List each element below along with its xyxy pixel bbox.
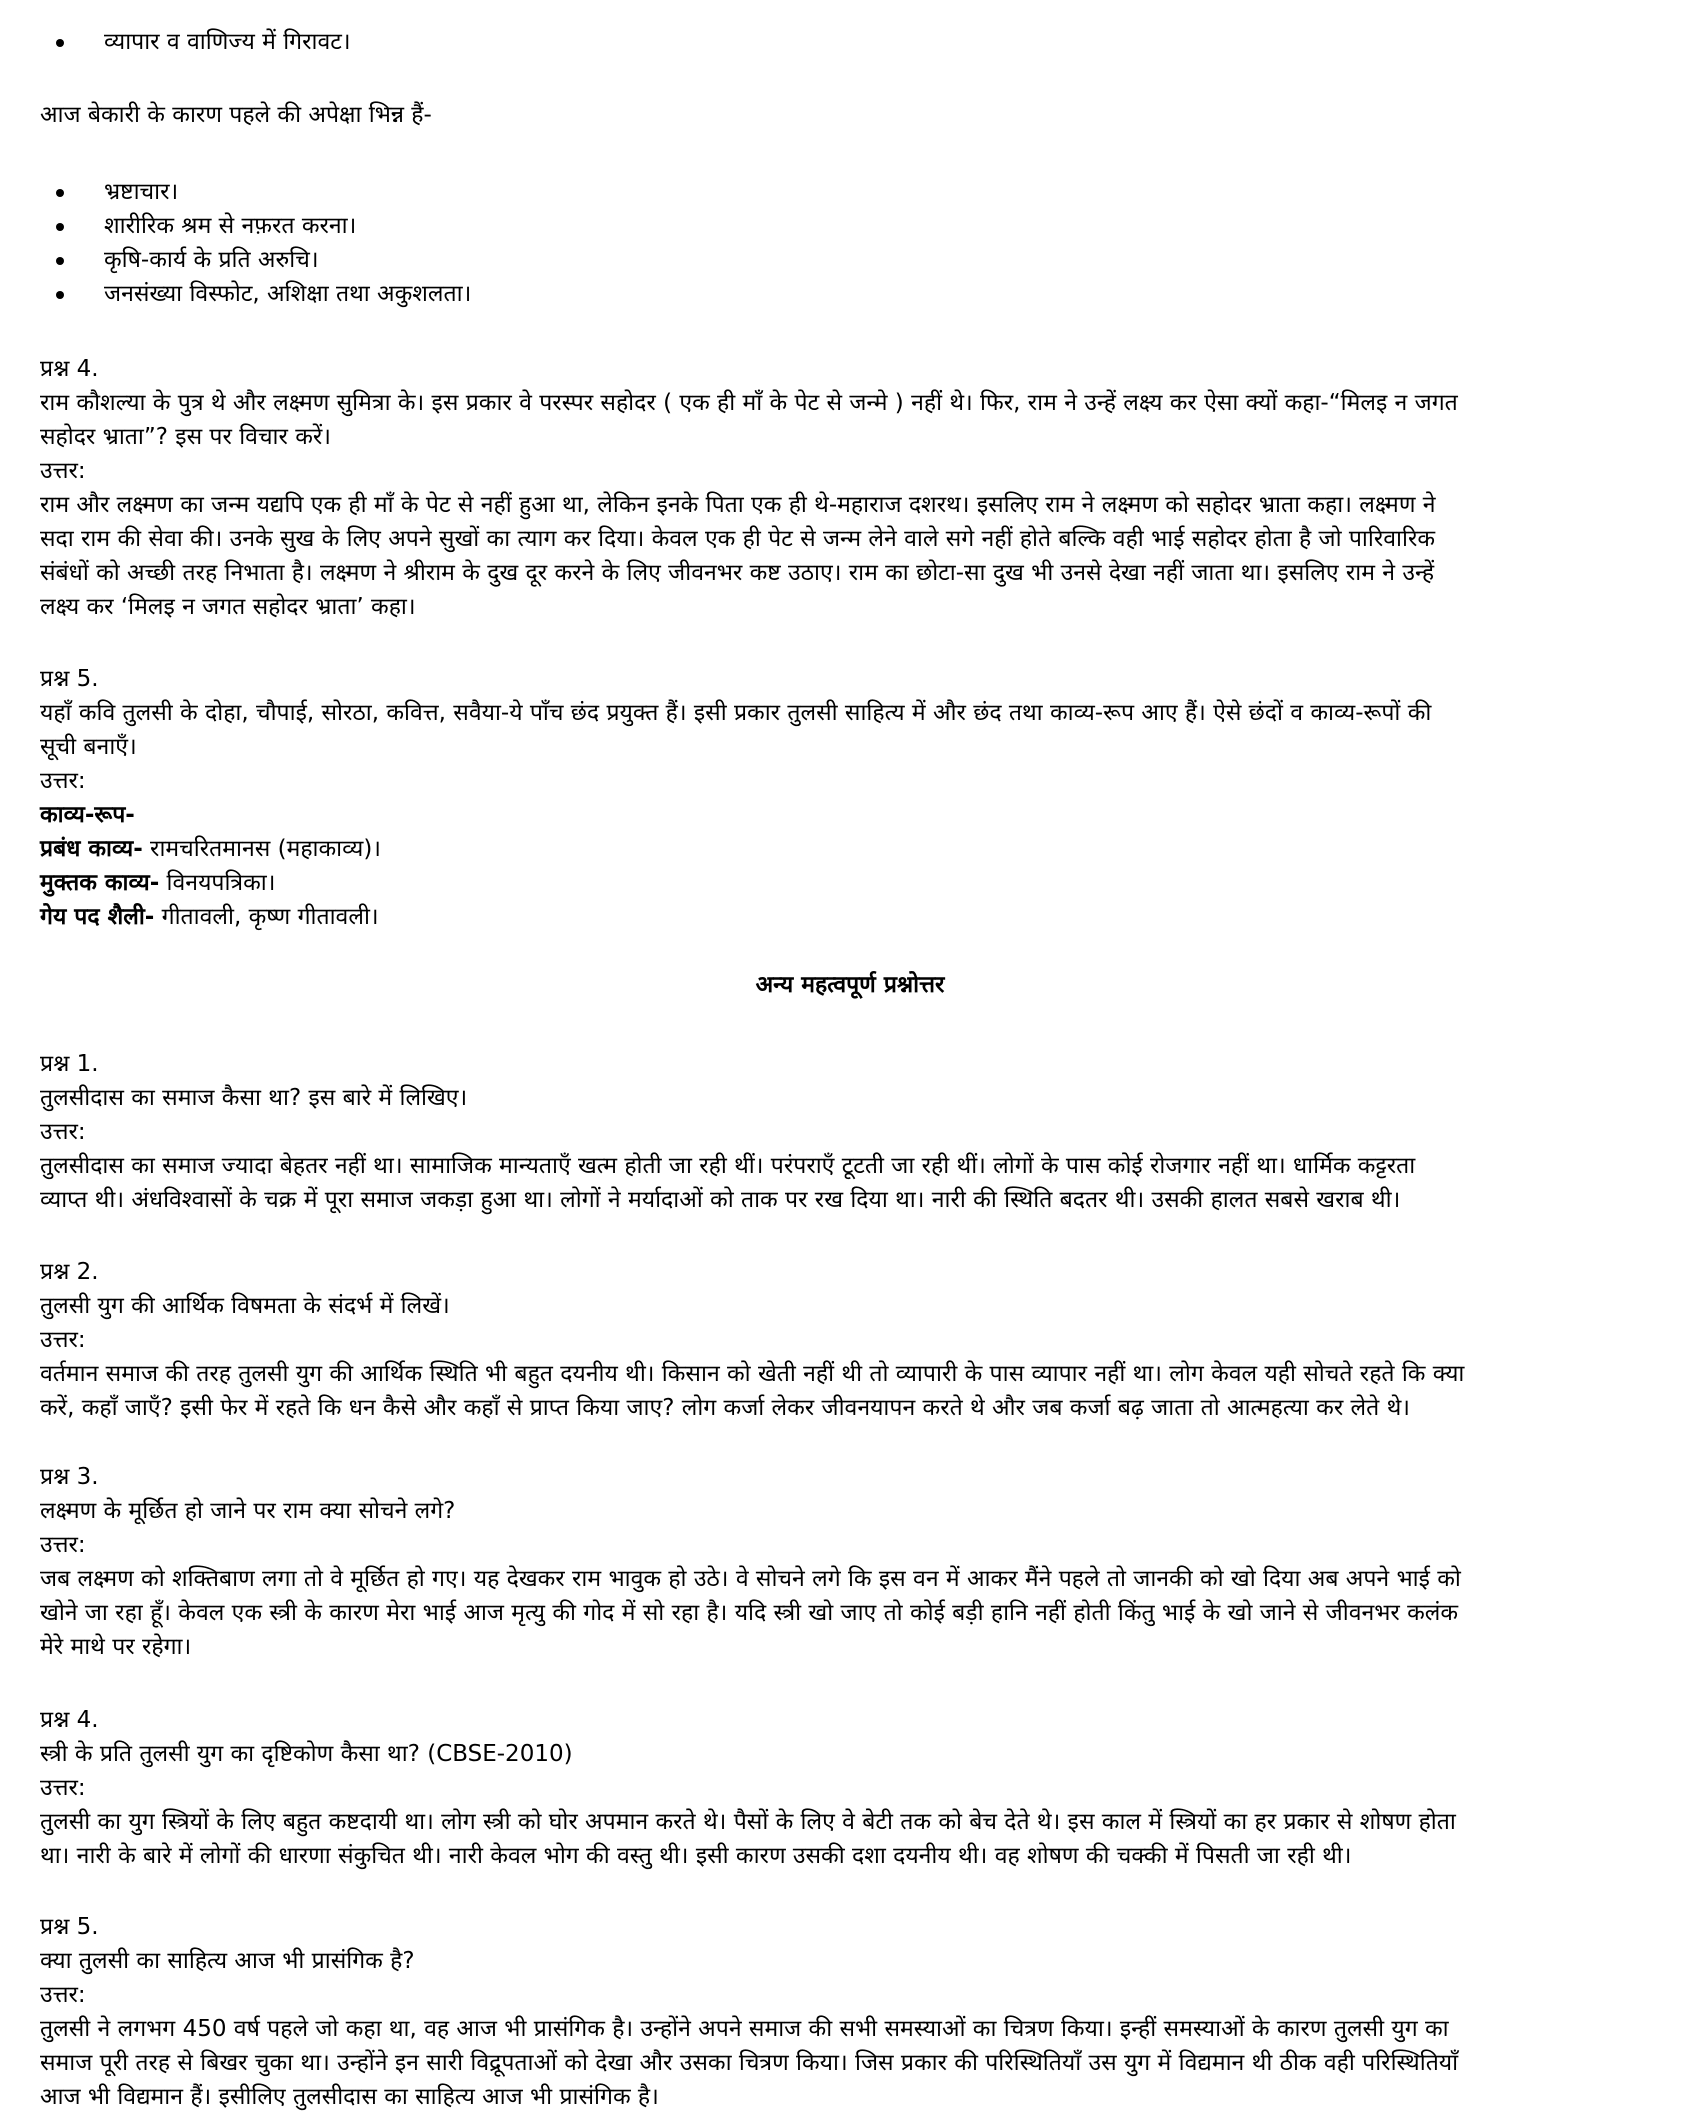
question-label: प्रश्न 2. bbox=[40, 1259, 99, 1285]
other-question-1-block bbox=[40, 1047, 1665, 1217]
answer-label: उत्तर: bbox=[40, 458, 86, 484]
intro-line: आज बेकारी के कारण पहले की अपेक्षा भिन्न हैं- bbox=[40, 102, 432, 128]
question-label: प्रश्न 5. bbox=[40, 666, 99, 692]
question-label: प्रश्न 1. bbox=[40, 1051, 99, 1077]
answer-text-line: मेरे माथे पर रहेगा। bbox=[40, 1634, 192, 1660]
answer-text-line: था। नारी के बारे में लोगों की धारणा संकुचित थी। नारी केवल भोग की वस्तु थी। इसी कारण उसकी दशा दयनीय थी। वह शोषण की चक्की में पिसती जा रही थी। bbox=[40, 1843, 1352, 1869]
answer-text-line: आज भी विद्यमान हैं। इसीलिए तुलसीदास का साहित्य आज भी प्रासंगिक है। bbox=[40, 2084, 659, 2110]
list-item: व्यापार व वाणिज्य में गिरावट। bbox=[40, 25, 1665, 59]
question-text-line: सहोदर भ्राता”? इस पर विचार करें। bbox=[40, 424, 332, 450]
other-question-3-block bbox=[40, 1460, 1665, 1664]
question-text-line: तुलसी युग की आर्थिक विषमता के संदर्भ में लिखें। bbox=[40, 1293, 450, 1319]
kavya-item: गेय पद शैली- गीतावली, कृष्ण गीतावली। bbox=[40, 904, 379, 930]
question-label: प्रश्न 5. bbox=[40, 1914, 99, 1940]
other-question-2-block bbox=[40, 1255, 1665, 1425]
answer-label: उत्तर: bbox=[40, 1327, 86, 1353]
question-label: प्रश्न 4. bbox=[40, 1707, 99, 1733]
answer-text-line: संबंधों को अच्छी तरह निभाता है। लक्ष्मण ने श्रीराम के दुख दूर करने के लिए जीवनभर कष्ट उठाए। राम का छोटा-सा दुख भी उनसे देखा नहीं जाता था। इसलिए राम ने उन्हें bbox=[40, 560, 1435, 586]
question-text-line: राम कौशल्या के पुत्र थे और लक्ष्मण सुमित्रा के। इस प्रकार वे परस्पर सहोदर ( एक ही माँ के पेट से जन्मे ) नहीं थे। फिर, राम ने उन्हें लक्ष्य कर ऐसा क्यों कहा-“मिलइ न जगत bbox=[40, 390, 1458, 416]
question-text-line: स्त्री के प्रति तुलसी युग का दृष्टिकोण कैसा था? (CBSE-2010) bbox=[40, 1741, 573, 1767]
answer-text-line: तुलसी का युग स्त्रियों के लिए बहुत कष्टदायी था। लोग स्त्री को घोर अपमान करते थे। पैसों के लिए वे बेटी तक को बेच देते थे। इस काल में स्त्रियों का हर प्रकार से शोषण होता bbox=[40, 1809, 1456, 1835]
kavya-item: मुक्तक काव्य- विनयपत्रिका। bbox=[40, 870, 276, 896]
answer-text-line: तुलसीदास का समाज ज्यादा बेहतर नहीं था। सामाजिक मान्यताएँ खत्म होती जा रही थीं। परंपराएँ टूटती जा रही थीं। लोगों के पास कोई रोजगार नहीं था। धार्मिक कट्टरता bbox=[40, 1153, 1416, 1179]
answer-label: उत्तर: bbox=[40, 1982, 86, 2008]
list-item: शारीरिक श्रम से नफ़रत करना। bbox=[40, 209, 1665, 243]
question-text-line: यहाँ कवि तुलसी के दोहा, चौपाई, सोरठा, कवित्त, सवैया-ये पाँच छंद प्रयुक्त हैं। इसी प्रकार तुलसी साहित्य में और छंद तथा काव्य-रूप आए हैं। ऐसे छंदों व काव्य-रूपों की bbox=[40, 700, 1432, 726]
answer-label: उत्तर: bbox=[40, 1775, 86, 1801]
question-text-line: क्या तुलसी का साहित्य आज भी प्रासंगिक है? bbox=[40, 1948, 415, 1974]
question-text-line: तुलसीदास का समाज कैसा था? इस बारे में लिखिए। bbox=[40, 1085, 468, 1111]
question-label: प्रश्न 4. bbox=[40, 356, 99, 382]
answer-text-line: तुलसी ने लगभग 450 वर्ष पहले जो कहा था, वह आज भी प्रासंगिक है। उन्होंने अपने समाज की सभी समस्याओं का चित्रण किया। इन्हीं समस्याओं के कारण तुलसी युग का bbox=[40, 2016, 1449, 2042]
answer-text-line: लक्ष्य कर ‘मिलइ न जगत सहोदर भ्राता’ कहा। bbox=[40, 594, 416, 620]
answer-text-line: करें, कहाँ जाएँ? इसी फेर में रहते कि धन कैसे और कहाँ से प्राप्त किया जाए? लोग कर्जा लेकर जीवनयापन करते थे और जब कर्जा बढ़ जाता तो आत्महत्या कर लेते थे। bbox=[40, 1395, 1410, 1421]
answer-text-line: खोने जा रहा हूँ। केवल एक स्त्री के कारण मेरा भाई आज मृत्यु की गोद में सो रहा है। यदि स्त्री खो जाए तो कोई बड़ी हानि नहीं होती किंतु भाई के खो जाने से जीवनभर कलंक bbox=[40, 1600, 1459, 1626]
answer-text-line: सदा राम की सेवा की। उनके सुख के लिए अपने सुखों का त्याग कर दिया। केवल एक ही पेट से जन्म लेने वाले सगे नहीं होते बल्कि वही भाई सहोदर होता है जो पारिवारिक bbox=[40, 526, 1436, 552]
top-bullet-list bbox=[40, 25, 1665, 59]
other-question-4-block bbox=[40, 1703, 1665, 1873]
list-item: भ्रष्टाचार। bbox=[40, 175, 1665, 209]
other-question-5-block bbox=[40, 1910, 1665, 2114]
section-heading: अन्य महत्वपूर्ण प्रश्नोत्तर bbox=[755, 972, 945, 998]
question-5-block bbox=[40, 662, 1665, 934]
cause-bullet-list bbox=[40, 175, 1665, 311]
kavya-heading: काव्य-रूप- bbox=[40, 802, 135, 828]
answer-text-line: जब लक्ष्मण को शक्तिबाण लगा तो वे मूर्छित हो गए। यह देखकर राम भावुक हो उठे। वे सोचने लगे कि इस वन में आकर मैंने पहले तो जानकी को खो दिया अब अपने भाई को bbox=[40, 1566, 1461, 1592]
answer-text-line: समाज पूरी तरह से बिखर चुका था। उन्होंने इन सारी विद्रूपताओं को देखा और उसका चित्रण किया। जिस प्रकार की परिस्थितियाँ उस युग में विद्यमान थी ठीक वही परिस्थितियाँ bbox=[40, 2050, 1459, 2076]
answer-label: उत्तर: bbox=[40, 1532, 86, 1558]
answer-label: उत्तर: bbox=[40, 768, 86, 794]
kavya-item: प्रबंध काव्य- रामचरितमानस (महाकाव्य)। bbox=[40, 836, 382, 862]
answer-label: उत्तर: bbox=[40, 1119, 86, 1145]
question-label: प्रश्न 3. bbox=[40, 1464, 99, 1490]
answer-text-line: वर्तमान समाज की तरह तुलसी युग की आर्थिक स्थिति भी बहुत दयनीय थी। किसान को खेती नहीं थी तो व्यापारी के पास व्यापार नहीं था। लोग केवल यही सोचते रहते कि क्या bbox=[40, 1361, 1465, 1387]
list-item: कृषि-कार्य के प्रति अरुचि। bbox=[40, 243, 1665, 277]
list-item: जनसंख्या विस्फोट, अशिक्षा तथा अकुशलता। bbox=[40, 277, 1665, 311]
question-4-block bbox=[40, 352, 1665, 624]
question-text-line: सूची बनाएँ। bbox=[40, 734, 137, 760]
answer-text-line: राम और लक्ष्मण का जन्म यद्यपि एक ही माँ के पेट से नहीं हुआ था, लेकिन इनके पिता एक ही थे-महाराज दशरथ। इसलिए राम ने लक्ष्मण को सहोदर भ्राता कहा। लक्ष्मण ने bbox=[40, 492, 1436, 518]
answer-text-line: व्याप्त थी। अंधविश्वासों के चक्र में पूरा समाज जकड़ा हुआ था। लोगों ने मर्यादाओं को ताक पर रख दिया था। नारी की स्थिति बदतर थी। उसकी हालत सबसे खराब थी। bbox=[40, 1187, 1401, 1213]
question-text-line: लक्ष्मण के मूर्छित हो जाने पर राम क्या सोचने लगे? bbox=[40, 1498, 456, 1524]
